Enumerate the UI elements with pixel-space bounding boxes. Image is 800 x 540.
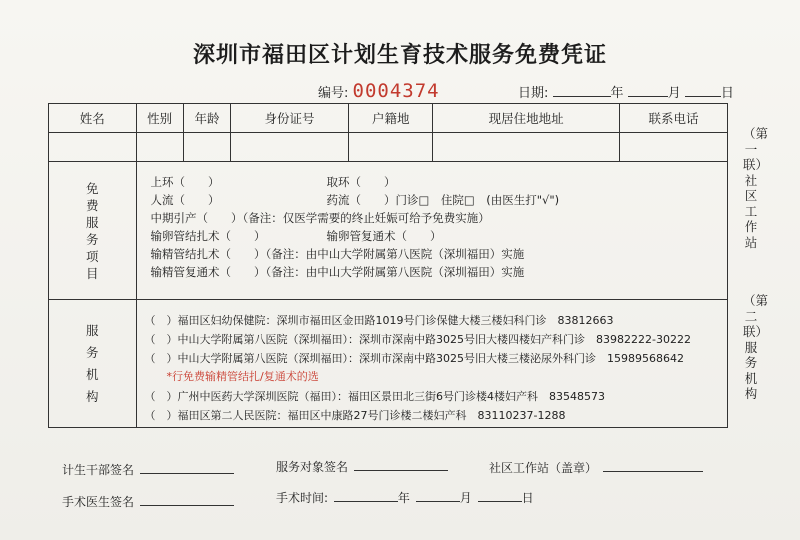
vasectomy-note: *行免费输精管结扎/复通术的选 bbox=[166, 370, 319, 383]
service-target-signature-label: 服务对象签名 bbox=[276, 460, 349, 474]
date-label: 日期: bbox=[518, 86, 549, 101]
services-row bbox=[49, 162, 728, 300]
service-item-vasectomy-reversal[interactable]: 输精管复通术（ ）（备注：由中山大学附属第八医院（深圳福田）实施 bbox=[150, 265, 525, 279]
surgery-time bbox=[276, 489, 534, 506]
entry-row bbox=[49, 133, 728, 162]
cadre-signature-label: 计生干部签名 bbox=[62, 463, 135, 477]
institution-item-3[interactable]: （ ）中山大学附属第八医院（深圳福田）：深圳市深南中路3025号旧大楼三楼泌尿外科门诊 15989568642 bbox=[144, 352, 684, 365]
services-cell bbox=[136, 162, 728, 300]
surgery-year-label: 年 bbox=[397, 491, 410, 505]
surgery-day-label: 日 bbox=[521, 491, 534, 505]
col-phone: 联系电话 bbox=[619, 104, 727, 133]
col-name: 姓名 bbox=[49, 104, 137, 133]
doctor-signature-field[interactable] bbox=[140, 493, 234, 506]
hukou-field[interactable] bbox=[348, 133, 433, 162]
gender-field[interactable] bbox=[136, 133, 183, 162]
service-target-signature bbox=[276, 458, 448, 475]
date-row bbox=[518, 82, 734, 101]
id-number-field[interactable] bbox=[231, 133, 349, 162]
institutions-cell bbox=[136, 300, 728, 428]
copy-one-label: （第一联）社区工作站 bbox=[743, 126, 769, 250]
surgery-day-field[interactable] bbox=[478, 489, 522, 502]
voucher-table bbox=[48, 103, 728, 428]
services-label-cell bbox=[49, 162, 137, 300]
surgery-month-label: 月 bbox=[459, 491, 472, 505]
cadre-signature-field[interactable] bbox=[140, 461, 234, 474]
service-item-medical-abortion[interactable]: 药流（ ）门诊□ 住院□ (由医生打"√") bbox=[326, 193, 560, 207]
service-item-iud-insert[interactable]: 上环（ ） bbox=[150, 175, 220, 189]
address-field[interactable] bbox=[433, 133, 619, 162]
date-month-blank[interactable] bbox=[628, 84, 668, 97]
header-row bbox=[49, 104, 728, 133]
serial-number: 0004374 bbox=[352, 80, 440, 102]
service-item-abortion[interactable]: 人流（ ） bbox=[150, 193, 220, 207]
service-item-iud-remove[interactable]: 取环（ ） bbox=[326, 175, 396, 189]
service-item-tubal-reversal[interactable]: 输卵管复通术（ ） bbox=[326, 229, 442, 243]
surgery-month-field[interactable] bbox=[416, 489, 460, 502]
col-address: 现居住地地址 bbox=[433, 104, 619, 133]
date-day-blank[interactable] bbox=[685, 84, 721, 97]
col-hukou: 户籍地 bbox=[348, 104, 433, 133]
cadre-signature bbox=[62, 461, 234, 478]
doctor-signature bbox=[62, 493, 234, 510]
name-field[interactable] bbox=[49, 133, 137, 162]
institution-item-2[interactable]: （ ）中山大学附属第八医院（深圳福田）：深圳市深南中路3025号旧大楼四楼妇产科门诊 83982222-30222 bbox=[144, 333, 691, 346]
copy-two-label: （第二联）服务机构 bbox=[743, 293, 769, 401]
col-gender: 性别 bbox=[136, 104, 183, 133]
serial-number-row bbox=[318, 80, 440, 102]
institutions-label: 服务机构 bbox=[85, 322, 99, 404]
date-month-label: 月 bbox=[667, 86, 681, 101]
workstation-seal-label: 社区工作站（盖章） bbox=[489, 461, 598, 475]
page-title: 深圳市福田区计划生育技术服务免费凭证 bbox=[192, 42, 607, 68]
date-year-label: 年 bbox=[610, 86, 624, 101]
institution-item-4[interactable]: （ ）广州中医药大学深圳医院（福田）：福田区景田北三街6号门诊楼4楼妇产科 83548573 bbox=[144, 390, 605, 403]
institutions-row bbox=[49, 300, 728, 428]
surgery-year-field[interactable] bbox=[334, 489, 398, 502]
date-year-blank[interactable] bbox=[553, 84, 611, 97]
service-item-tubal-ligation[interactable]: 输卵管结扎术（ ） bbox=[150, 229, 266, 243]
phone-field[interactable] bbox=[619, 133, 727, 162]
date-day-label: 日 bbox=[720, 86, 734, 101]
workstation-seal-field[interactable] bbox=[603, 459, 703, 472]
col-id-number: 身份证号 bbox=[231, 104, 349, 133]
services-label: 免费服务项目 bbox=[85, 180, 99, 281]
service-target-signature-field[interactable] bbox=[354, 458, 448, 471]
workstation-seal bbox=[489, 459, 703, 476]
institution-item-5[interactable]: （ ）福田区第二人民医院：福田区中康路27号门诊楼二楼妇产科 83110237-1288 bbox=[144, 409, 566, 422]
surgery-time-label: 手术时间: bbox=[276, 491, 329, 505]
service-item-midterm[interactable]: 中期引产（ ）（备注：仅医学需要的终止妊娠可给予免费实施） bbox=[150, 211, 490, 225]
col-age: 年龄 bbox=[183, 104, 230, 133]
serial-label: 编号: bbox=[318, 86, 349, 101]
institutions-label-cell bbox=[49, 300, 137, 428]
age-field[interactable] bbox=[183, 133, 230, 162]
service-item-vasectomy[interactable]: 输精管结扎术（ ）（备注：由中山大学附属第八医院（深圳福田）实施 bbox=[150, 247, 525, 261]
doctor-signature-label: 手术医生签名 bbox=[62, 495, 135, 509]
institution-item-1[interactable]: （ ）福田区妇幼保健院：深圳市福田区金田路1019号门诊保健大楼三楼妇科门诊 83812663 bbox=[144, 314, 614, 327]
